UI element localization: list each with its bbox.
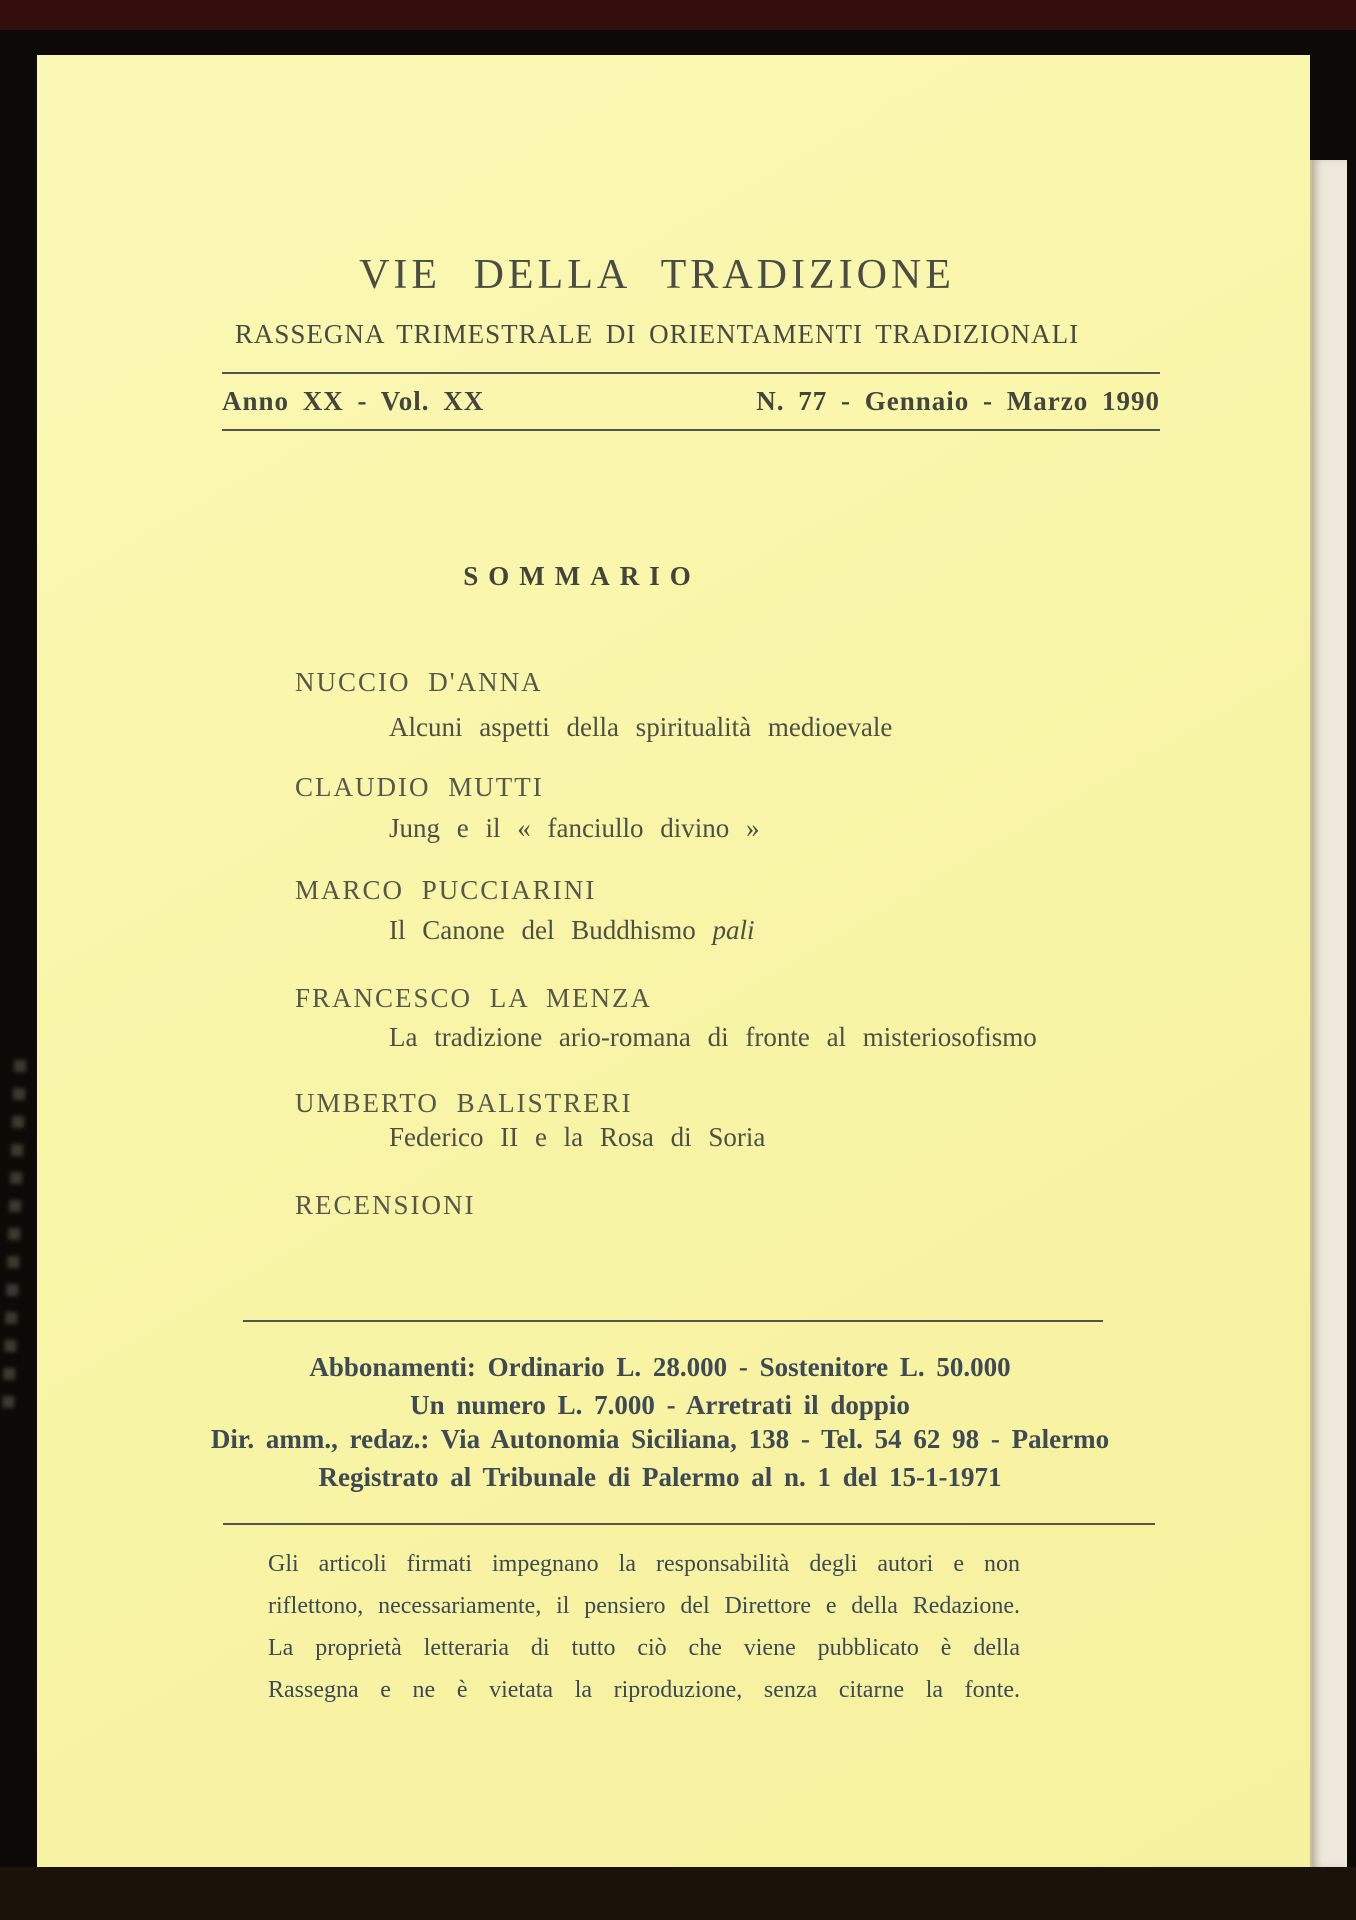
scan-top-edge [0,0,1356,30]
subscription-single-issue: Un numero L. 7.000 - Arretrati il doppio [410,1390,910,1420]
subscription-rates: Abbonamenti: Ordinario L. 28.000 - Sostenitore L. 50.000 [309,1352,1011,1382]
disclaimer-line: riflettono, necessariamente, il pensiero del Direttore e della Redazione. [268,1593,1020,1619]
scan-bottom-edge [0,1867,1356,1920]
toc-author: CLAUDIO MUTTI [295,772,544,802]
toc-article-title [389,712,892,743]
issue-volume: Anno XX - Vol. XX [222,386,485,416]
toc-article-title [389,813,759,844]
toc-author: MARCO PUCCIARINI [295,875,597,905]
toc-article-title-italic: pali [712,915,755,945]
toc-author: NUCCIO D'ANNA [295,667,543,697]
toc-author: UMBERTO BALISTRERI [295,1088,633,1118]
toc-article-title-text: Federico II e la Rosa di Soria [389,1122,766,1152]
toc-article-title-text: Alcuni aspetti della spiritualità medioevale [389,712,893,742]
toc-article-title [389,1122,765,1153]
toc-heading: SOMMARIO [463,561,701,591]
disclaimer-line: Rassegna e ne è vietata la riproduzione, senza citarne la fonte. [268,1677,1020,1703]
toc-article-title-text: La tradizione ario-romana di fronte al misteriosofismo [389,1022,1037,1052]
subscription-divider [243,1320,1103,1322]
toc-author: FRANCESCO LA MENZA [295,983,653,1013]
journal-subtitle: RASSEGNA TRIMESTRALE DI ORIENTAMENTI TRADIZIONALI [234,319,1080,349]
toc-article-title [389,1022,1037,1053]
header-divider-bottom [222,429,1160,431]
issue-number-date: N. 77 - Gennaio - Marzo 1990 [756,386,1160,416]
issue-row [222,386,1160,417]
margin-scribble [2,1060,27,1420]
toc-article-title [389,915,755,946]
subscription-registration: Registrato al Tribunale di Palermo al n. 1 del 15-1-1971 [318,1462,1002,1492]
subscription-address: Dir. amm., redaz.: Via Autonomia Siciliana, 138 - Tel. 54 62 98 - Palermo [210,1424,1110,1454]
disclaimer-line: La proprietà letteraria di tutto ciò che viene pubblicato è della [268,1635,1020,1661]
header-divider-top [222,372,1160,374]
toc-recensioni: RECENSIONI [295,1190,476,1220]
disclaimer-line: Gli articoli firmati impegnano la responsabilità degli autori e non [268,1551,1020,1577]
toc-article-title-text: Jung e il « fanciullo divino » [389,813,760,843]
disclaimer-divider [223,1523,1155,1525]
page-edge-strip [1310,160,1347,1867]
journal-title: VIE DELLA TRADIZIONE [359,252,955,298]
toc-article-title-text: Il Canone del Buddhismo [389,915,713,945]
cover-page [37,55,1310,1867]
